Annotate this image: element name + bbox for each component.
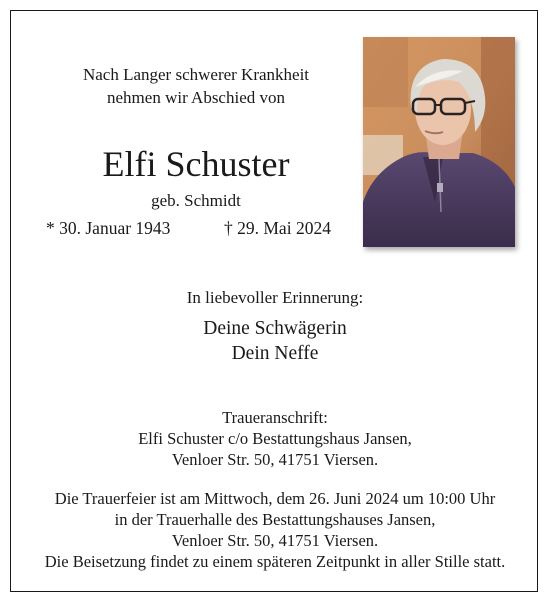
intro-text (51, 63, 341, 109)
intro-line-2: nehmen wir Abschied von (107, 88, 285, 107)
intro-line-1: Nach Langer schwerer Krankheit (82, 65, 310, 84)
deceased-name: Elfi Schuster (102, 144, 290, 184)
address-line-1: Elfi Schuster c/o Bestattungshaus Jansen, (138, 429, 412, 448)
birth-date: * 30. Januar 1943 (46, 218, 171, 238)
portrait-photo (363, 37, 515, 247)
ceremony-line-2: in der Trauerhalle des Bestattungshauses Jansen, (114, 510, 436, 529)
address-label: Traueranschrift: (222, 408, 328, 427)
mourning-address (11, 407, 539, 470)
obituary-notice (10, 10, 538, 592)
signer-nephew: Dein Neffe (231, 343, 319, 364)
birth-name: geb. Schmidt (151, 191, 241, 210)
signer-sister-in-law: Deine Schwägerin (203, 318, 347, 339)
address-line-2: Venloer Str. 50, 41751 Viersen. (171, 450, 379, 469)
ceremony-info (11, 488, 539, 572)
ceremony-line-3: Venloer Str. 50, 41751 Viersen. (171, 531, 379, 550)
signers-list (11, 316, 539, 366)
memory-heading: In liebevoller Erinnerung: (186, 288, 364, 307)
ceremony-line-1: Die Trauerfeier ist am Mittwoch, dem 26. Juni 2024 um 10:00 Uhr (54, 489, 496, 508)
death-date: † 29. Mai 2024 (224, 218, 331, 238)
ceremony-line-4: Die Beisetzung findet zu einem späteren Zeitpunkt in aller Stille statt. (44, 552, 506, 571)
portrait-photo-icon (363, 37, 515, 247)
